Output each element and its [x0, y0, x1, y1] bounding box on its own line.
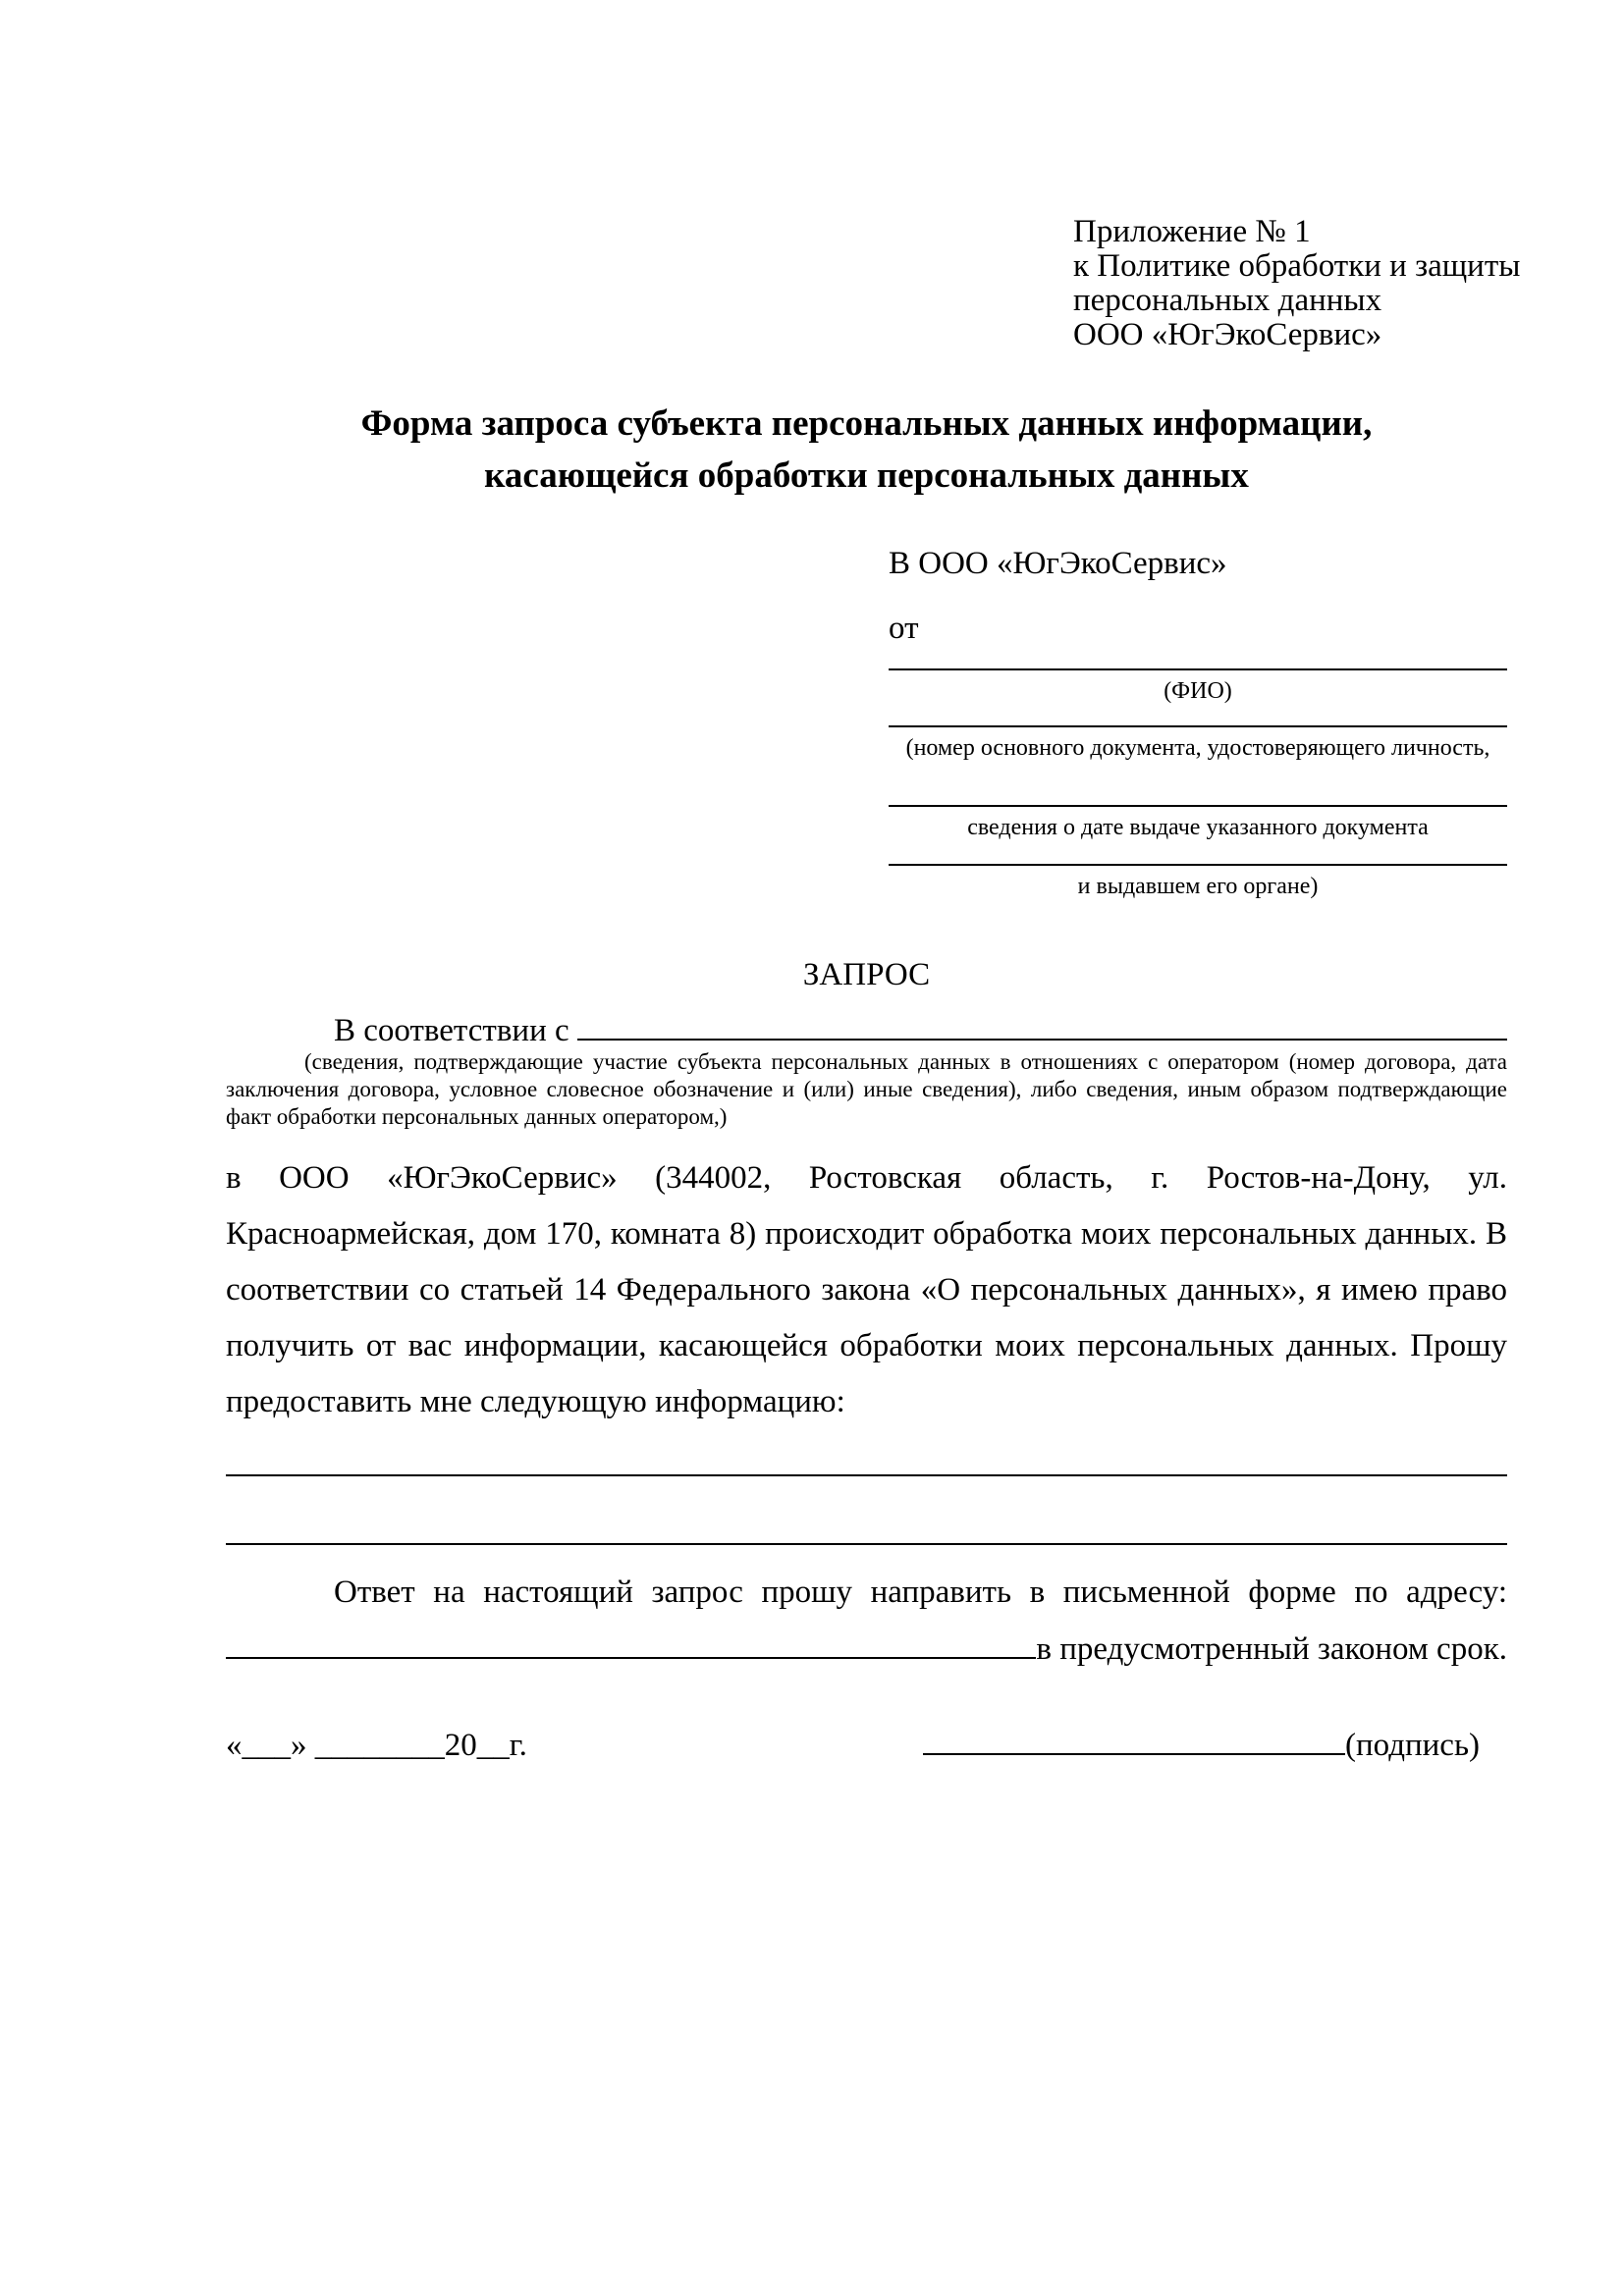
write-in-line-fio — [889, 668, 1507, 670]
title-line-1: Форма запроса субъекта персональных данных информации, — [360, 403, 1373, 444]
fine-print-note: (сведения, подтверждающие участие субъекта персональных данных в отношениях с оператором (номер договора, дата заключения договора, условное словесное обозначение и (или) иные сведения), либо сведения, иным образом подтверждающие факт обработки персональных данных оператором,) — [226, 1049, 1507, 1129]
appendix-line: ООО «ЮгЭкоСервис» — [1073, 317, 1382, 352]
signature-group — [923, 1726, 1480, 1765]
caption-signature: (подпись) — [1345, 1728, 1480, 1763]
appendix-block — [1073, 215, 1520, 352]
caption-issuing-authority: и выдавшем его органе) — [1077, 874, 1319, 899]
appendix-line: к Политике обработки и защиты — [1073, 248, 1521, 284]
write-in-line-document-number — [889, 725, 1507, 727]
intro-row — [226, 1011, 1507, 1050]
appendix-line: персональных данных — [1073, 283, 1382, 318]
write-in-line-address — [226, 1657, 1036, 1659]
intro-prefix: В соответствии с — [334, 1013, 569, 1048]
caption-fio: (ФИО) — [1164, 678, 1232, 704]
appendix-line: Приложение № 1 — [1073, 214, 1311, 249]
write-in-line-issue-date — [889, 805, 1507, 807]
document-title — [226, 398, 1507, 502]
body-paragraph: в ООО «ЮгЭкоСервис» (344002, Ростовская область, г. Ростов-на-Дону, ул. Красноармейская, дом 170, комната 8) происходит обработка моих персональных данных. В соответствии со статьей 14 Федерального закона «О персональных данных», я имею право получить от вас информации, касающейся обработки моих персональных данных. Прошу предоставить мне следующую информацию: — [226, 1160, 1507, 1419]
date-write-in: «___» ________20__г. — [226, 1728, 527, 1763]
reply-suffix: в предусмотренный законом срок. — [1036, 1631, 1507, 1667]
reply-paragraph-line-2 — [226, 1628, 1507, 1671]
write-in-line-info-1 — [226, 1474, 1507, 1476]
write-in-line-issuing-authority — [889, 864, 1507, 866]
footer-row — [226, 1726, 1480, 1765]
write-in-line-info-2 — [226, 1543, 1507, 1545]
caption-document-number: (номер основного документа, удостоверяющего личность, — [905, 735, 1490, 761]
reply-paragraph-line-1: Ответ на настоящий запрос прошу направить в письменной форме по адресу: — [334, 1575, 1507, 1610]
title-line-2: касающейся обработки персональных данных — [484, 455, 1249, 496]
write-in-line-signature — [923, 1753, 1345, 1755]
caption-issue-date: сведения о дате выдаче указанного документа — [967, 815, 1429, 840]
addressee-to: В ООО «ЮгЭкоСервис» — [889, 546, 1227, 581]
addressee-from-label: от — [889, 611, 919, 646]
request-heading: ЗАПРОС — [802, 957, 931, 992]
write-in-line-basis — [577, 1039, 1507, 1041]
